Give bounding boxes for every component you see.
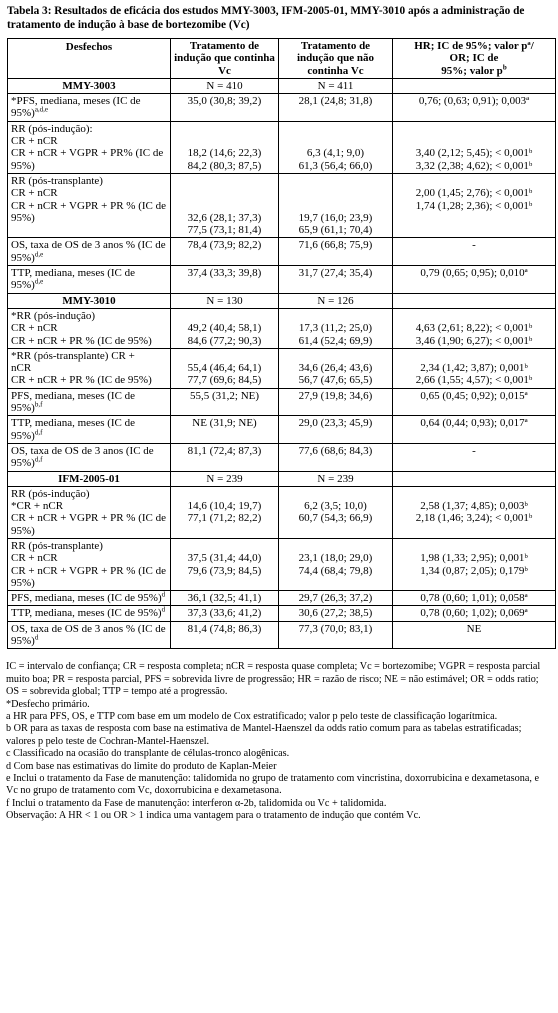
spacer-line xyxy=(282,310,389,322)
value-no-vc xyxy=(279,121,393,173)
table-row xyxy=(8,591,556,606)
value-vc xyxy=(171,606,279,621)
spacer-line xyxy=(396,123,552,135)
value-no-vc-line: 74,4 (68,4; 79,8) xyxy=(298,564,373,577)
outcome-label-line: RR (pós-transplante) xyxy=(11,539,103,552)
hr-or-value-line: 2,58 (1,37; 4,85); 0,003ᵇ xyxy=(420,500,528,513)
spacer-line xyxy=(174,350,275,362)
table-row xyxy=(8,538,556,590)
outcome-label xyxy=(8,416,171,444)
section-empty-cell xyxy=(393,471,556,486)
outcome-label xyxy=(8,388,171,416)
spacer-line xyxy=(282,175,389,187)
hr-or-value-line: NE xyxy=(466,622,482,635)
table-title: Tabela 3: Resultados de eficácia dos estudos MMY-3003, IFM-2005-01, MMY-3010 após a administração de tratamento de indução à base de bortezomibe (Vc) xyxy=(7,5,525,31)
outcome-label xyxy=(8,486,171,538)
table-row xyxy=(8,238,556,266)
header-col-hr-line2: OR; IC de xyxy=(449,52,499,65)
value-vc-line: 49,2 (40,4; 58,1) xyxy=(187,322,262,335)
value-vc xyxy=(171,238,279,266)
section-n-vc: N = 130 xyxy=(171,293,279,308)
spacer-line xyxy=(396,350,552,362)
header-col-hr-line1: HR; IC de 95%; valor pª/ xyxy=(414,40,534,52)
value-vc-line: 77,1 (71,2; 82,2) xyxy=(187,512,262,525)
section-n-no-vc: N = 411 xyxy=(279,78,393,93)
footnote-line: c Classificado na ocasião do transplante de células-tronco alogênicas. xyxy=(6,748,290,760)
value-no-vc xyxy=(279,266,393,294)
value-vc xyxy=(171,416,279,444)
table-row xyxy=(8,388,556,416)
spacer-line xyxy=(282,200,389,212)
value-no-vc xyxy=(279,238,393,266)
value-vc-line: 14,6 (10,4; 19,7) xyxy=(187,500,262,513)
outcome-label xyxy=(8,238,171,266)
hr-or-value-line: 0,79 (0,65; 0,95); 0,010ª xyxy=(420,267,528,280)
value-no-vc-line: 34,6 (26,4; 43,6) xyxy=(298,362,373,375)
outcome-label xyxy=(8,348,171,388)
value-no-vc xyxy=(279,348,393,388)
value-no-vc-line: 77,3 (70,0; 83,1) xyxy=(298,622,373,635)
hr-or-value xyxy=(393,606,556,621)
table-row xyxy=(8,606,556,621)
footnote-line: a HR para PFS, OS, e TTP com base em um modelo de Cox estratificado; valor p pelo teste de classificação logarítmica. xyxy=(6,710,498,722)
value-vc-line: 32,6 (28,1; 37,3) xyxy=(187,211,262,224)
outcome-label xyxy=(8,308,171,348)
footnote-line: b OR para as taxas de resposta com base na estimativa de Mantel-Haenszel da odds ratio comum para as tabelas estratificadas; valores p pelo teste de Cochran-Mantel-Haenszel. xyxy=(6,723,522,747)
section-n-vc: N = 239 xyxy=(171,471,279,486)
hr-or-value xyxy=(393,266,556,294)
spacer-line xyxy=(396,135,552,147)
outcome-label xyxy=(8,538,171,590)
spacer-line xyxy=(174,200,275,212)
spacer-line xyxy=(282,350,389,362)
spacer-line xyxy=(174,123,275,135)
section-empty-cell xyxy=(393,78,556,93)
outcome-label-line: CR + nCR + PR % (IC de 95%) xyxy=(11,374,152,387)
value-no-vc-line: 28,1 (24,8; 31,8) xyxy=(298,95,373,108)
outcome-label-line: TTP, mediana, meses (IC de 95%)$^d$ xyxy=(11,605,166,620)
value-no-vc xyxy=(279,621,393,649)
value-vc xyxy=(171,94,279,122)
value-vc xyxy=(171,486,279,538)
outcome-label xyxy=(8,606,171,621)
spacer-line xyxy=(282,123,389,135)
value-vc-line: 55,4 (46,4; 64,1) xyxy=(187,362,262,375)
hr-or-value-line: 3,46 (1,90; 6,27); < 0,001ᵇ xyxy=(415,334,533,347)
spacer-line xyxy=(282,135,389,147)
value-no-vc-line: 29,0 (23,3; 45,9) xyxy=(298,417,373,430)
outcome-label xyxy=(8,591,171,606)
hr-or-value-line: 3,40 (2,12; 5,45); < 0,001ᵇ xyxy=(415,147,533,160)
value-vc-line: 84,6 (77,2; 90,3) xyxy=(187,334,262,347)
header-col-vc: Tratamento de indução que continha Vc xyxy=(171,39,279,79)
value-vc-line: 81,4 (74,8; 86,3) xyxy=(187,622,262,635)
hr-or-value-line: 0,65 (0,45; 0,92); 0,015ª xyxy=(420,389,528,402)
value-no-vc xyxy=(279,94,393,122)
hr-or-value xyxy=(393,621,556,649)
table-row xyxy=(8,416,556,444)
value-no-vc xyxy=(279,388,393,416)
hr-or-value xyxy=(393,121,556,173)
section-n-no-vc: N = 239 xyxy=(279,471,393,486)
hr-or-value-line: 0,76; (0,63; 0,91); 0,003ª xyxy=(418,95,530,108)
value-no-vc-line: 65,9 (61,1; 70,4) xyxy=(298,224,373,237)
hr-or-value xyxy=(393,238,556,266)
outcome-label-line: CR + nCR + VGPR + PR% (IC de 95%) xyxy=(11,147,164,172)
value-vc xyxy=(171,621,279,649)
hr-or-value-line: 4,63 (2,61; 8,22); < 0,001ᵇ xyxy=(415,322,533,335)
outcome-label xyxy=(8,266,171,294)
table-row xyxy=(8,443,556,471)
footnote-line: e Inclui o tratamento da Fase de manutenção: talidomida no grupo de tratamento com vincristina, doxorrubicina e dexametasona, e Vc no grupo de tratamento com Vc, doxorrubicina e dexametasona. xyxy=(6,773,539,797)
footnote-line: d Com base nas estimativas do limite do produto de Kaplan-Meier xyxy=(6,760,277,772)
section-name: MMY-3003 xyxy=(8,78,171,93)
value-vc xyxy=(171,266,279,294)
section-row xyxy=(8,293,556,308)
value-vc xyxy=(171,591,279,606)
value-no-vc-line: 30,6 (27,2; 38,5) xyxy=(298,607,373,620)
hr-or-value-line: 1,74 (1,28; 2,36); < 0,001ᵇ xyxy=(415,199,533,212)
spacer-line xyxy=(396,488,552,500)
section-n-vc: N = 410 xyxy=(171,78,279,93)
footnotes xyxy=(6,661,552,822)
outcome-label-line: CR + nCR + VGPR + PR % (IC de 95%) xyxy=(11,564,167,589)
outcome-label-line: CR + nCR xyxy=(11,187,58,200)
table-row xyxy=(8,94,556,122)
value-vc-line: 77,7 (69,6; 84,5) xyxy=(187,374,262,387)
value-no-vc xyxy=(279,538,393,590)
table-row xyxy=(8,173,556,237)
hr-or-value xyxy=(393,591,556,606)
section-name: MMY-3010 xyxy=(8,293,171,308)
value-no-vc xyxy=(279,591,393,606)
outcome-label xyxy=(8,173,171,237)
value-no-vc-line: 77,6 (68,6; 84,3) xyxy=(298,444,373,457)
value-no-vc-line: 56,7 (47,6; 65,5) xyxy=(298,374,373,387)
value-no-vc-line: 60,7 (54,3; 66,9) xyxy=(298,512,373,525)
outcome-label-line: CR + nCR xyxy=(11,135,58,148)
hr-or-value-line: - xyxy=(472,444,476,457)
value-vc xyxy=(171,443,279,471)
outcome-label-line: OS, taxa de OS de 3 anos % (IC de 95%)$^{d,e}$ xyxy=(11,239,166,264)
section-row xyxy=(8,471,556,486)
hr-or-value-line: 2,66 (1,55; 4,57); < 0,001ᵇ xyxy=(415,374,533,387)
outcome-label-line: TTP, mediana, meses (IC de 95%)$^{d,f}$ xyxy=(11,417,136,442)
spacer-line xyxy=(396,175,552,187)
outcome-label-line: OS, taxa de OS de 3 anos (IC de 95%)$^{d,f}$ xyxy=(11,444,154,470)
outcome-label-line: CR + nCR + VGPR + PR % (IC de 95%) xyxy=(11,512,167,537)
hr-or-value xyxy=(393,416,556,444)
hr-or-value-line: 1,34 (0,87; 2,05); 0,179ᵇ xyxy=(420,564,528,577)
value-no-vc xyxy=(279,416,393,444)
hr-or-value xyxy=(393,94,556,122)
spacer-line xyxy=(174,175,275,187)
value-vc-line: 78,4 (73,9; 82,2) xyxy=(187,239,262,252)
value-no-vc-line: 61,4 (52,4; 69,9) xyxy=(298,334,373,347)
hr-or-value xyxy=(393,486,556,538)
hr-or-value xyxy=(393,173,556,237)
hr-or-value-line: 1,98 (1,33; 2,95); 0,001ᵇ xyxy=(420,552,528,565)
header-desfechos: Desfechos xyxy=(8,39,171,79)
value-vc-line: 79,6 (73,9; 84,5) xyxy=(187,564,262,577)
value-vc-line: 37,5 (31,4; 44,0) xyxy=(187,552,262,565)
value-vc xyxy=(171,173,279,237)
outcome-label xyxy=(8,621,171,649)
section-row xyxy=(8,78,556,93)
header-col-hr-or xyxy=(393,39,556,79)
value-no-vc-line: 6,3 (4,1; 9,0) xyxy=(306,147,365,160)
spacer-line xyxy=(174,540,275,552)
value-vc xyxy=(171,348,279,388)
spacer-line xyxy=(282,540,389,552)
spacer-line xyxy=(174,187,275,199)
value-vc-line: 81,1 (72,4; 87,3) xyxy=(187,444,262,457)
value-vc-line: 37,3 (33,6; 41,2) xyxy=(187,607,262,620)
outcome-label-line: CR + nCR + VGPR + PR % (IC de 95%) xyxy=(11,199,167,224)
hr-or-value xyxy=(393,308,556,348)
outcome-label-line: PFS, mediana, meses (IC de 95%)$^d$ xyxy=(11,590,166,605)
table-row xyxy=(8,308,556,348)
header-col-no-vc: Tratamento de indução que não continha Vc xyxy=(279,39,393,79)
value-vc-line: 36,1 (32,5; 41,1) xyxy=(187,592,262,605)
table-row xyxy=(8,348,556,388)
hr-or-value-line: 0,78 (0,60; 1,01); 0,058ª xyxy=(420,592,528,605)
value-no-vc-line: 23,1 (18,0; 29,0) xyxy=(298,552,373,565)
spacer-line xyxy=(174,310,275,322)
footnote-line: IC = intervalo de confiança; CR = resposta completa; nCR = resposta quase completa; Vc = bortezomibe; VGPR = resposta parcial muito boa; PR = resposta parcial, PFS = sobrevida livre de progressão; HR = razão de risco; NE = não estimável; OR = odds ratio; OS = sobrevida global; TTP = tempo até a progressão. xyxy=(6,661,541,698)
section-name: IFM-2005-01 xyxy=(8,471,171,486)
value-no-vc-line: 31,7 (27,4; 35,4) xyxy=(298,267,373,280)
value-vc-line: 18,2 (14,6; 22,3) xyxy=(187,147,262,160)
footnote-line: f Inclui o tratamento da Fase de manutenção: interferon α-2b, talidomida ou Vc + talidomida. xyxy=(6,797,387,809)
section-empty-cell xyxy=(393,293,556,308)
hr-or-value xyxy=(393,388,556,416)
value-no-vc xyxy=(279,308,393,348)
spacer-line xyxy=(174,135,275,147)
outcome-label-line: RR (pós-indução) xyxy=(11,487,90,500)
spacer-line xyxy=(282,488,389,500)
outcome-label-line: *PFS, mediana, meses (IC de 95%)$^{a,d,e}$ xyxy=(11,95,141,120)
outcome-label-line: TTP, mediana, meses (IC de 95%)$^{d,e}$ xyxy=(11,267,136,292)
table-row xyxy=(8,266,556,294)
footnote-line: Observação: A HR < 1 ou OR > 1 indica uma vantagem para o tratamento de indução que contém Vc. xyxy=(6,810,421,822)
value-no-vc-line: 27,9 (19,8; 34,6) xyxy=(298,389,373,402)
spacer-line xyxy=(396,540,552,552)
efficacy-table xyxy=(7,38,556,649)
spacer-line xyxy=(174,488,275,500)
hr-or-value-line: 0,64 (0,44; 0,93); 0,017ª xyxy=(420,417,528,430)
value-vc-line: 84,2 (80,3; 87,5) xyxy=(187,159,262,172)
outcome-label xyxy=(8,121,171,173)
spacer-line xyxy=(396,310,552,322)
hr-or-value-line: 0,78 (0,60; 1,02); 0,069ª xyxy=(420,607,528,620)
value-no-vc-line: 71,6 (66,8; 75,9) xyxy=(298,239,373,252)
value-vc-line: 55,5 (31,2; NE) xyxy=(189,389,260,402)
value-no-vc-line: 19,7 (16,0; 23,9) xyxy=(298,211,373,224)
outcome-label-line: *RR (pós-indução) xyxy=(11,309,96,322)
value-no-vc xyxy=(279,606,393,621)
value-vc-line: 35,0 (30,8; 39,2) xyxy=(187,95,262,108)
hr-or-value-line: - xyxy=(472,239,476,252)
section-n-no-vc: N = 126 xyxy=(279,293,393,308)
outcome-label-line: *RR (pós-transplante) CR + xyxy=(11,349,135,362)
header-row xyxy=(8,39,556,79)
table-row xyxy=(8,486,556,538)
hr-or-value-line: 2,00 (1,45; 2,76); < 0,001ᵇ xyxy=(415,187,533,200)
value-vc xyxy=(171,388,279,416)
value-no-vc xyxy=(279,486,393,538)
value-vc xyxy=(171,308,279,348)
table-row xyxy=(8,621,556,649)
hr-or-value xyxy=(393,348,556,388)
hr-or-value xyxy=(393,443,556,471)
outcome-label-line: *CR + nCR xyxy=(11,500,64,513)
value-vc-line: 77,5 (73,1; 81,4) xyxy=(187,224,262,237)
outcome-label-line: RR (pós-indução): xyxy=(11,122,93,135)
value-no-vc-line: 61,3 (56,4; 66,0) xyxy=(298,159,373,172)
outcome-label-line: CR + nCR xyxy=(11,552,58,565)
value-vc-line: NE (31,9; NE) xyxy=(192,417,257,430)
hr-or-value-line: 2,18 (1,46; 3,24); < 0,001ᵇ xyxy=(415,512,533,525)
table-row xyxy=(8,121,556,173)
value-no-vc-line: 17,3 (11,2; 25,0) xyxy=(298,322,373,335)
outcome-label-line: RR (pós-transplante) xyxy=(11,174,103,187)
value-vc-line: 37,4 (33,3; 39,8) xyxy=(187,267,262,280)
footnote-line: *Desfecho primário. xyxy=(6,698,90,710)
outcome-label-line: CR + nCR xyxy=(11,322,58,335)
hr-or-value-line: 2,34 (1,42; 3,87); 0,001ᵇ xyxy=(420,362,528,375)
outcome-label xyxy=(8,443,171,471)
outcome-label-line: OS, taxa de OS de 3 anos % (IC de 95%)$^d$ xyxy=(11,622,166,648)
hr-or-value xyxy=(393,538,556,590)
header-col-hr-line3: 95%; valor $p^b$ xyxy=(441,62,507,77)
table-body xyxy=(8,78,556,648)
hr-or-value-line: 3,32 (2,38; 4,62); < 0,001ᵇ xyxy=(415,159,533,172)
outcome-label xyxy=(8,94,171,122)
value-no-vc-line: 6,2 (3,5; 10,0) xyxy=(304,500,367,513)
value-vc xyxy=(171,538,279,590)
outcome-label-line: nCR xyxy=(11,362,32,375)
value-no-vc xyxy=(279,173,393,237)
spacer-line xyxy=(282,187,389,199)
value-no-vc-line: 29,7 (26,3; 37,2) xyxy=(298,592,373,605)
outcome-label-line: PFS, mediana, meses (IC de 95%)$^{b,f}$ xyxy=(11,389,136,415)
value-vc xyxy=(171,121,279,173)
value-no-vc xyxy=(279,443,393,471)
outcome-label-line: CR + nCR + PR % (IC de 95%) xyxy=(11,334,152,347)
